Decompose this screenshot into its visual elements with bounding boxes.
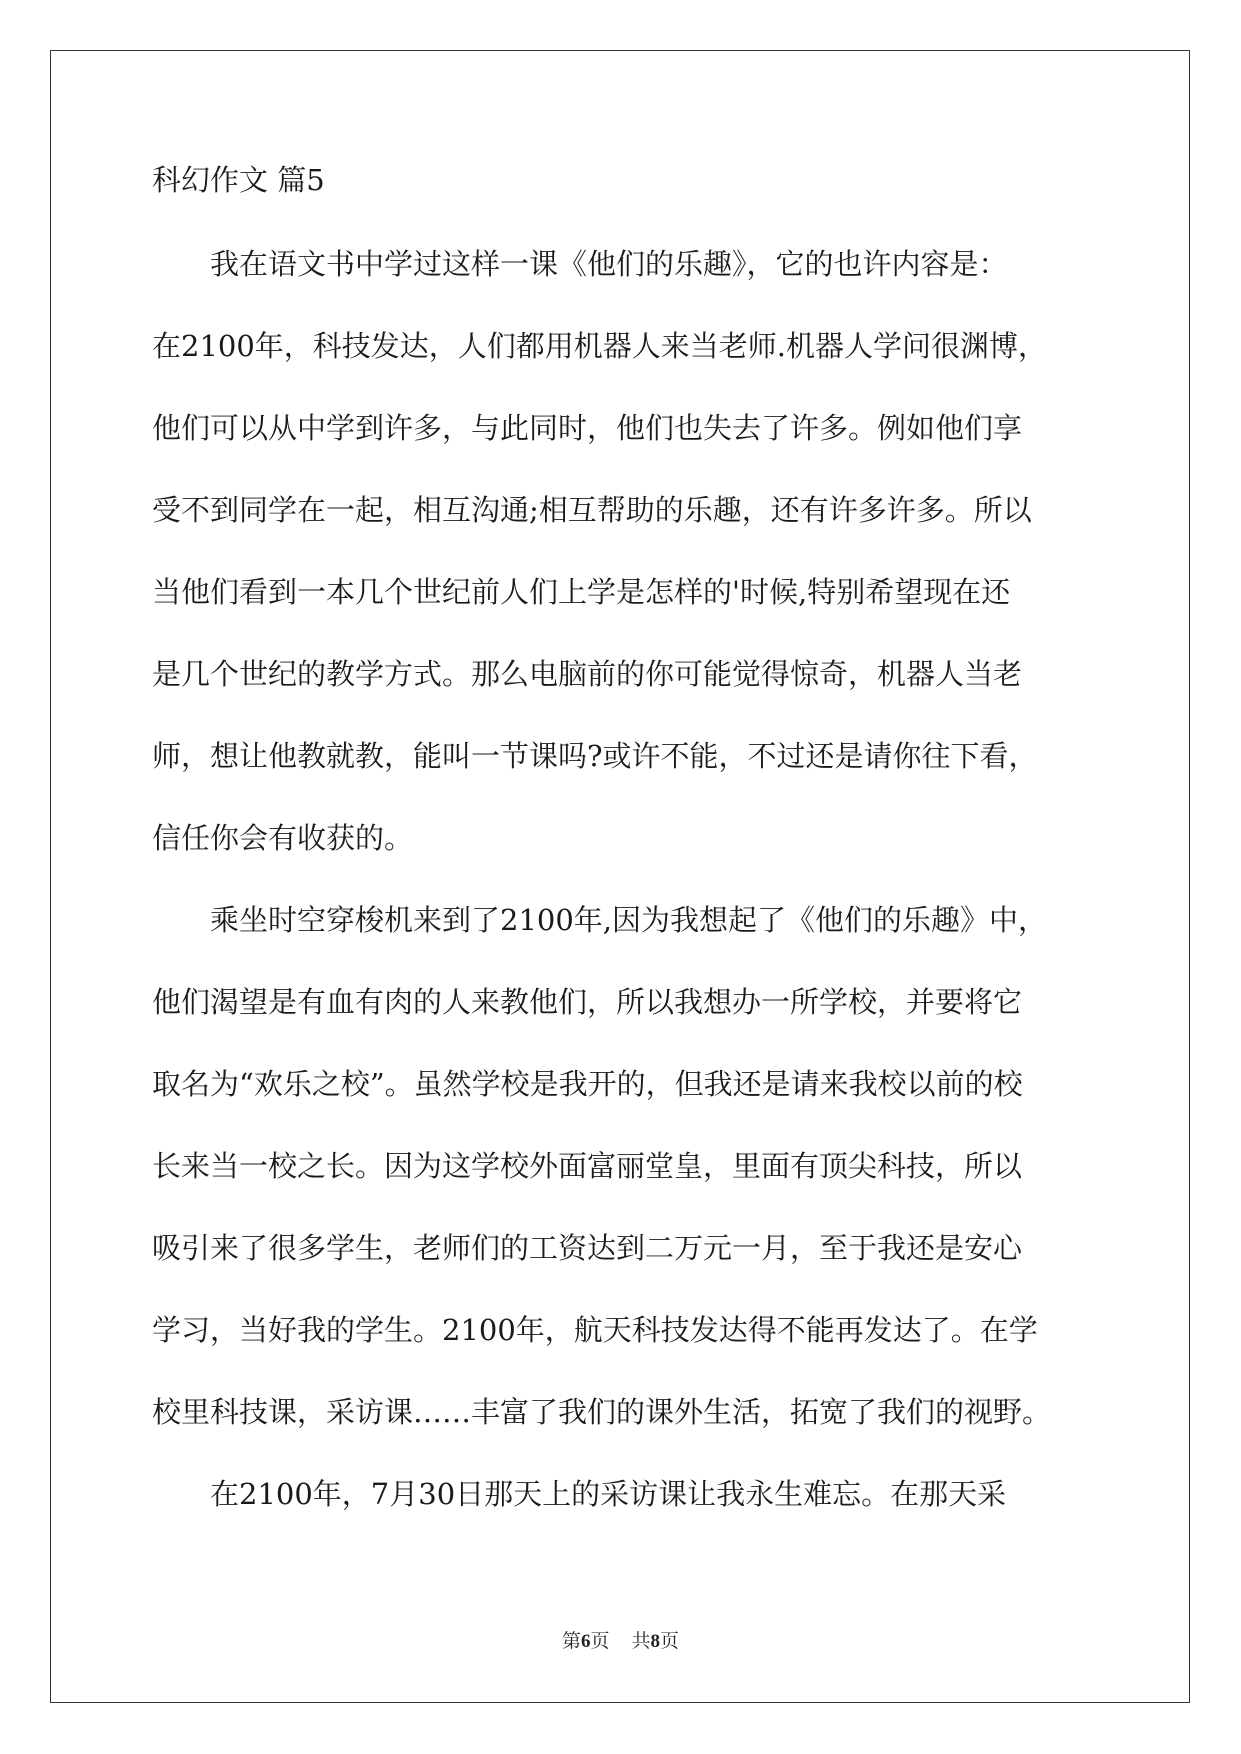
page-prefix: 第 [561, 1631, 581, 1652]
text-line: 取名为“欢乐之校”。虽然学校是我开的，但我还是请来我校以前的校 [152, 1067, 1023, 1101]
paragraph-3 [152, 1474, 1087, 1556]
document-body [152, 160, 1087, 1556]
page-footer [0, 1630, 1241, 1654]
paragraph-1 [152, 244, 1087, 900]
text-line: 乘坐时空穿梭机来到了2100年,因为我想起了《他们的乐趣》中， [152, 903, 1048, 937]
paragraph-2 [152, 900, 1087, 1474]
page-number: 6 [580, 1631, 591, 1652]
text-line: 当他们看到一本几个世纪前人们上学是怎样的'时候,特别希望现在还 [152, 575, 1011, 609]
document-title: 科幻作文 篇5 [152, 163, 325, 197]
total-suffix: 页 [660, 1631, 680, 1652]
page-suffix: 页 [590, 1631, 610, 1652]
text-line: 在2100年，科技发达，人们都用机器人来当老师.机器人学问很渊博， [152, 329, 1048, 363]
text-line: 校里科技课，采访课……丰富了我们的课外生活，拓宽了我们的视野。 [152, 1395, 1052, 1429]
text-line: 我在语文书中学过这样一课《他们的乐趣》，它的也许内容是： [152, 247, 1008, 281]
text-line: 受不到同学在一起，相互沟通;相互帮助的乐趣，还有许多许多。所以 [152, 493, 1032, 527]
text-line: 他们渴望是有血有肉的人来教他们，所以我想办一所学校，并要将它 [152, 985, 1023, 1019]
text-line: 师，想让他教就教，能叫一节课吗?或许不能，不过还是请你往下看， [152, 739, 1038, 773]
text-line: 在2100年，7月30日那天上的采访课让我永生难忘。在那天采 [152, 1477, 1007, 1511]
text-line: 信任你会有收获的。 [152, 821, 414, 855]
total-pages: 8 [650, 1631, 661, 1652]
text-line: 长来当一校之长。因为这学校外面富丽堂皇，里面有顶尖科技，所以 [152, 1149, 1023, 1183]
text-line: 吸引来了很多学生，老师们的工资达到二万元一月，至于我还是安心 [152, 1231, 1023, 1265]
text-line: 他们可以从中学到许多，与此同时，他们也失去了许多。例如他们享 [152, 411, 1023, 445]
total-prefix: 共 [631, 1631, 651, 1652]
text-line: 是几个世纪的教学方式。那么电脑前的你可能觉得惊奇，机器人当老 [152, 657, 1023, 691]
text-line: 学习，当好我的学生。2100年，航天科技发达得不能再发达了。在学 [152, 1313, 1038, 1347]
